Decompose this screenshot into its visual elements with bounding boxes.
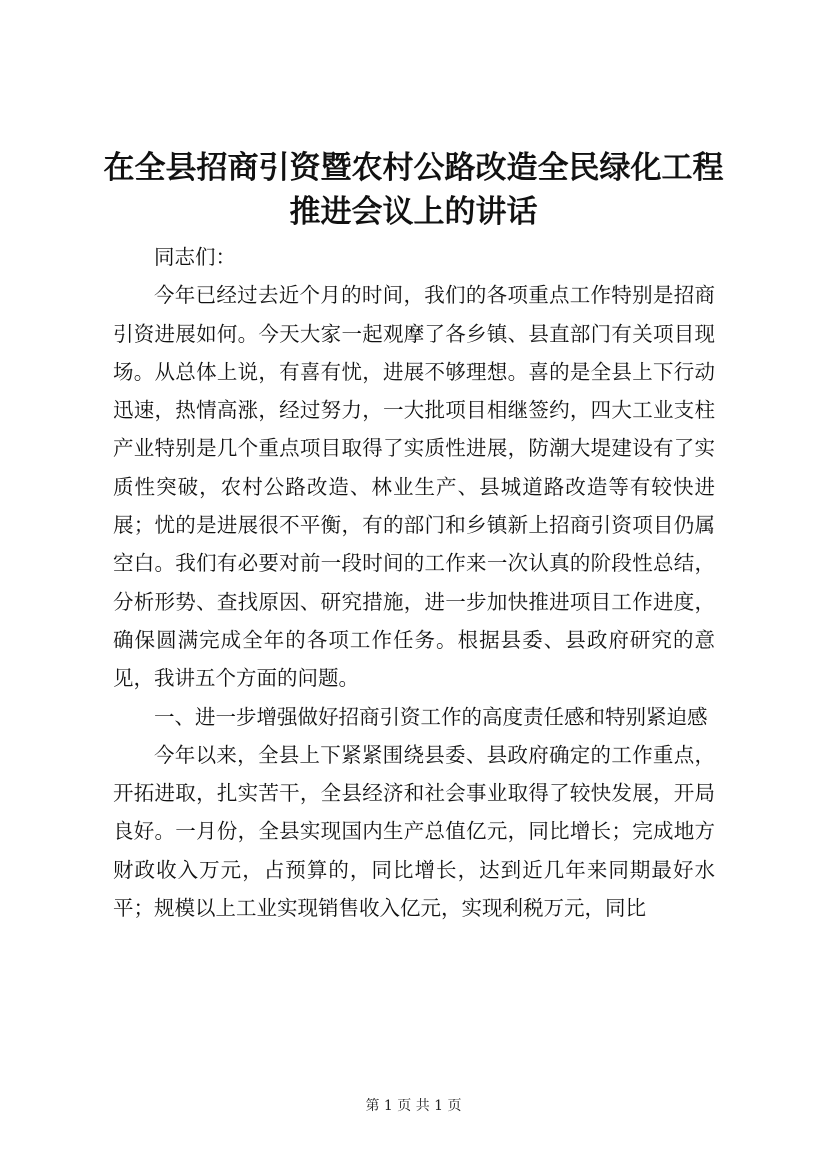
paragraph-section-1: 今年以来，全县上下紧紧围绕县委、县政府确定的工作重点，开拓进取，扎实苦干，全县经济和社会事业取得了较快发展，开局良好。一月份，全县实现国内生产总值亿元，同比增长；完成地方财政收入万元，占预算的，同比增长，达到近几年来同期最好水平；规模以上工业实现销售收入亿元，实现利税万元，同比 <box>113 742 715 921</box>
document-title-line-2: 推进会议上的讲话 <box>289 194 538 230</box>
document-body <box>113 238 715 927</box>
salutation: 同志们： <box>154 245 236 269</box>
document-title-line-1: 在全县招商引资暨农村公路改造全民绿化工程 <box>103 150 724 186</box>
page-footer: 第 1 页 共 1 页 <box>365 1098 462 1114</box>
section-heading-1: 一、进一步增强做好招商引资工作的高度责任感和特别紧迫感 <box>154 704 708 729</box>
paragraph-intro: 今年已经过去近个月的时间，我们的各项重点工作特别是招商引资进展如何。今天大家一起观摩了各乡镇、县直部门有关项目现场。从总体上说，有喜有忧，进展不够理想。喜的是全县上下行动迅速，热情高涨，经过努力，一大批项目相继签约，四大工业支柱产业特别是几个重点项目取得了实质性进展，防潮大堤建设有了实质性突破，农村公路改造、林业生产、县城道路改造等有较快进展；忧的是进展很不平衡，有的部门和乡镇新上招商引资项目仍属空白。我们有必要对前一段时间的工作来一次认真的阶段性总结，分析形势、查找原因、研究措施，进一步加快推进项目工作进度，确保圆满完成全年的各项工作任务。根据县委、县政府研究的意见，我讲五个方面的问题。 <box>113 283 715 691</box>
